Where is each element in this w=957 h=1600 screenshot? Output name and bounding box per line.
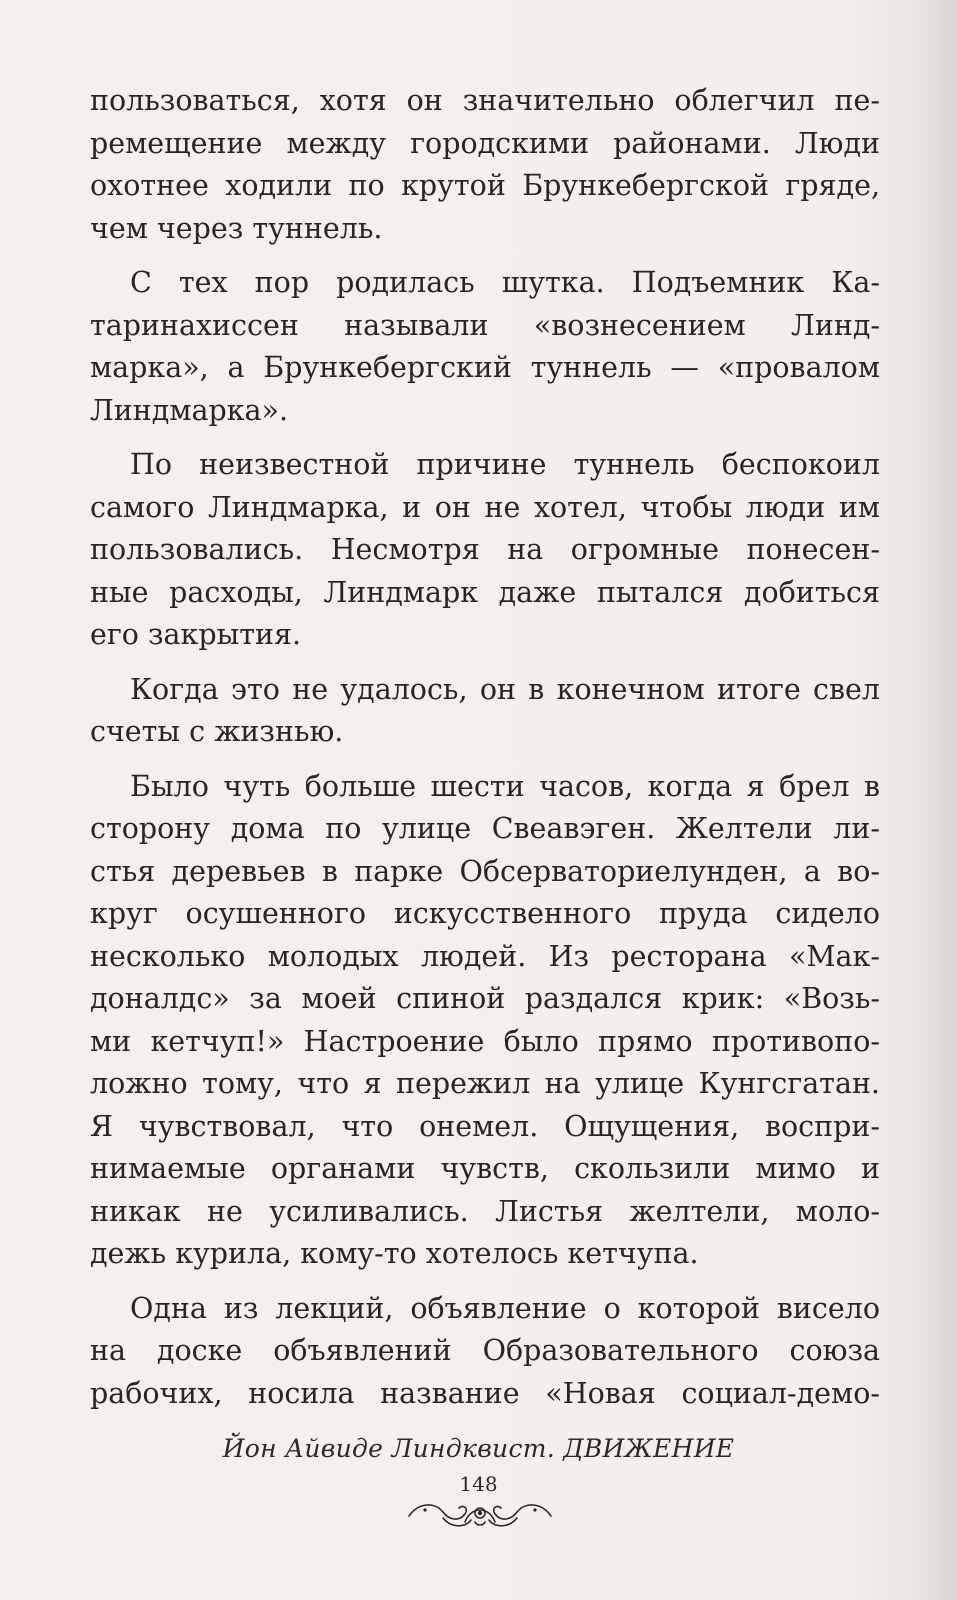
text-line: марка», а Брункебергский туннель — «провалом (90, 351, 880, 384)
text-line: чем через туннель. (90, 211, 383, 245)
text-line: ремещение между городскими районами. Люди (90, 126, 880, 160)
text-line: на доске объявлений Образовательного союза (90, 1334, 880, 1367)
text-line: самого Линдмарка, и он не хотел, чтобы люди им (90, 490, 880, 524)
body-text (90, 80, 880, 1415)
text-line: стья деревьев в парке Обсерваториелунден, а во- (90, 854, 880, 888)
text-line: его закрытия. (90, 618, 302, 651)
text-line: Я чувствовал, что онемел. Ощущения, воспри- (90, 1109, 880, 1143)
flourish-ornament-icon (405, 1496, 555, 1530)
text-line: никак не усиливались. Листья желтели, моло- (90, 1194, 880, 1228)
text-line: Когда это не удалось, он в конечном итоге свел (130, 672, 880, 706)
text-line: доналдс» за моей спиной раздался крик: «Возь- (90, 982, 880, 1015)
running-title: Йон Айвиде Линдквист. ДВИЖЕНИЕ (222, 1434, 735, 1463)
text-line: ложно тому, что я пережил на улице Кунгсгатан. (90, 1067, 880, 1100)
text-line: несколько молодых людей. Из ресторана «Мак- (90, 939, 880, 973)
text-line: охотнее ходили по крутой Брункебергской гряде, (90, 169, 880, 202)
text-line: Линдмарка». (90, 393, 289, 427)
text-line: С тех пор родилась шутка. Подъемник Ка- (130, 266, 880, 299)
text-line: счеты с жизнью. (90, 715, 344, 748)
text-line: Одна из лекций, объявление о которой висело (130, 1291, 880, 1325)
text-line: пользоваться, хотя он значительно облегчил пе- (90, 84, 880, 117)
text-line: Было чуть больше шести часов, когда я брел в (130, 769, 880, 803)
text-line: нимаемые органами чувств, скользили мимо и (90, 1152, 880, 1185)
text-line: ми кетчуп!» Настроение было прямо противопо- (90, 1024, 880, 1058)
text-line: По неизвестной причине туннель беспокоил (130, 448, 880, 481)
text-line: рабочих, носила название «Новая социал-демо- (90, 1376, 880, 1410)
text-line: пользовались. Несмотря на огромные понесен- (90, 533, 880, 566)
text-line: таринахиссен называли «вознесением Линд- (90, 308, 880, 342)
text-line: круг осушенного искусственного пруда сидело (90, 897, 880, 930)
page-number: 148 (459, 1472, 498, 1496)
text-line: сторону дома по улице Свеавэген. Желтели ли- (90, 812, 880, 845)
text-line: ные расходы, Линдмарк даже пытался добиться (90, 575, 880, 609)
text-line: дежь курила, кому-то хотелось кетчупа. (90, 1237, 699, 1270)
